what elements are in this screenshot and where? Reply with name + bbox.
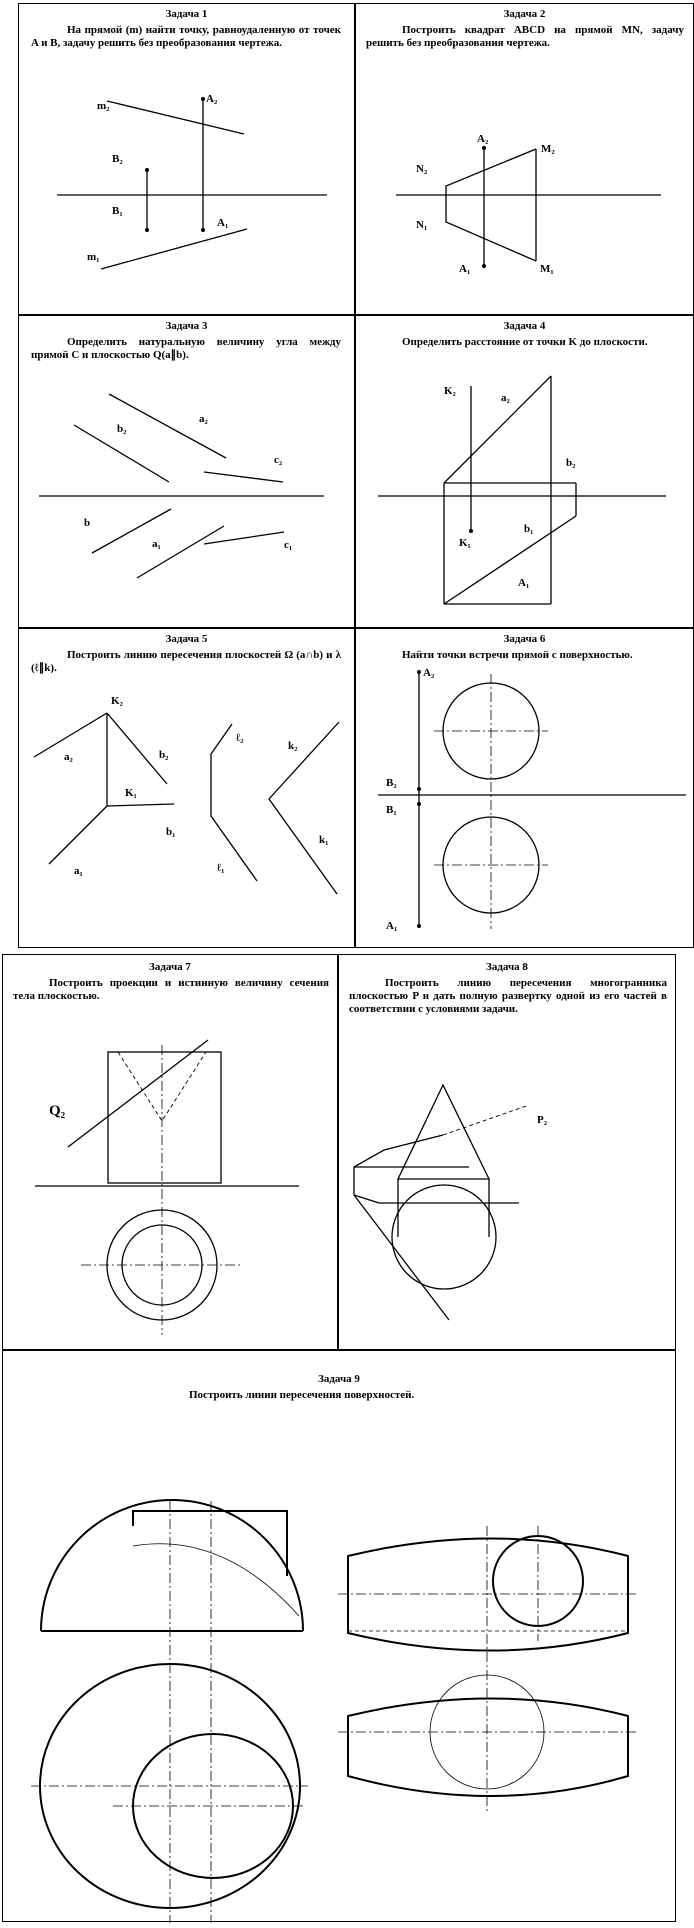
task-2-title: Задача 2 [503, 8, 546, 20]
task-4-label-b2: b₂ [566, 457, 576, 469]
task-3-label-b2: b₂ [117, 423, 127, 435]
task-2-text: Построить квадрат ABCD на прямой MN, задачу решить без преобразования чертежа. [366, 24, 684, 49]
task-3-title: Задача 3 [165, 320, 208, 332]
task-5-drawing [19, 629, 356, 949]
task-5-label-k2-line: k₂ [288, 740, 298, 752]
task-2-label-a2: A₂ [477, 133, 489, 145]
task-1-label-m2: m₂ [97, 100, 110, 112]
task-5-label-k1-line: k₁ [319, 834, 329, 846]
task-2-cell [355, 3, 694, 315]
task-2-label-n2: N₂ [416, 163, 428, 175]
task-8-drawing [339, 955, 677, 1351]
task-4-label-k2: K₂ [444, 385, 456, 397]
task-4-label-a2: a₂ [501, 392, 510, 404]
task-7-drawing [3, 955, 339, 1351]
task-5-label-b1: b₁ [166, 826, 176, 838]
task-1-cell [18, 3, 355, 315]
task-6-label-b1: B₁ [386, 804, 397, 816]
task-5-label-l2: ℓ₂ [236, 732, 244, 744]
task-5-text: Построить линию пересечения плоскостей Ω (a∩b) и λ (ℓ∥k). [31, 649, 341, 674]
task-2-label-m2: M₂ [541, 143, 555, 155]
task-4-label-k1: K₁ [459, 537, 471, 549]
task-9-text: Построить линии пересечения поверхностей. [189, 1389, 415, 1401]
task-5-label-k1: K₁ [125, 787, 137, 799]
task-2-label-n1: N₁ [416, 219, 428, 231]
task-5-label-k2: K₂ [111, 695, 123, 707]
task-9-cell [2, 1350, 676, 1922]
task-9-drawing [3, 1351, 677, 1923]
task-6-title: Задача 6 [503, 633, 546, 645]
task-5-label-a1: a₁ [74, 865, 83, 877]
task-4-drawing [356, 316, 694, 629]
task-4-cell [355, 315, 694, 628]
task-8-label-p2: P₂ [537, 1114, 548, 1126]
task-5-label-b2: b₂ [159, 749, 169, 761]
task-1-title: Задача 1 [165, 8, 208, 20]
task-7-cell [2, 954, 338, 1350]
task-2-label-a1: A₁ [459, 263, 471, 275]
task-4-label-b1: b₁ [524, 523, 534, 535]
task-8-text: Построить линию пересечения многогранника плоскостью P и дать полную развертку одной из его частей в соответствии с условиями задачи. [349, 977, 667, 1015]
task-3-cell [18, 315, 355, 628]
task-1-label-m1: m₁ [87, 251, 100, 263]
task-8-cell [338, 954, 676, 1350]
task-5-cell [18, 628, 355, 948]
task-2-drawing [356, 4, 694, 316]
task-3-label-b: b [84, 517, 91, 529]
task-3-label-c1: c₁ [284, 539, 293, 551]
task-1-label-b1: B₁ [112, 205, 123, 217]
task-1-label-b2: B₂ [112, 153, 123, 165]
task-6-label-a2: A₂ [423, 667, 435, 679]
task-4-text: Определить расстояние от точки K до плоскости. [402, 336, 648, 348]
task-1-label-a1: A₁ [217, 217, 229, 229]
task-6-label-b2: B₂ [386, 777, 397, 789]
task-7-label-q2: Q₂ [49, 1103, 66, 1119]
task-1-drawing [19, 4, 356, 316]
task-6-text: Найти точки встречи прямой с поверхностью. [402, 649, 633, 661]
task-6-drawing [356, 629, 694, 949]
task-3-text: Определить натуральную величину угла между прямой C и плоскостью Q(a∥b). [31, 336, 341, 361]
task-5-label-a2: a₂ [64, 751, 73, 763]
task-7-title: Задача 7 [149, 961, 191, 973]
task-3-label-c2: c₂ [274, 454, 283, 466]
task-8-title: Задача 8 [486, 961, 528, 973]
task-6-label-a1: A₁ [386, 920, 398, 932]
task-9-title: Задача 9 [318, 1373, 360, 1385]
task-2-label-m1: M₁ [540, 263, 554, 275]
task-6-cell [355, 628, 694, 948]
task-3-drawing [19, 316, 356, 629]
task-1-text: На прямой (m) найти точку, равноудаленную от точек A и B, задачу решить без преобразования чертежа. [31, 24, 341, 49]
task-5-title: Задача 5 [165, 633, 208, 645]
task-1-label-a2: A₂ [206, 93, 218, 105]
task-4-label-a1: A₁ [518, 577, 530, 589]
task-5-label-l1: ℓ₁ [217, 862, 225, 874]
task-7-text: Построить проекции и истинную величину сечения тела плоскостью. [13, 977, 329, 1002]
task-3-label-a2: a₂ [199, 413, 208, 425]
task-4-title: Задача 4 [503, 320, 546, 332]
task-3-label-a1: a₁ [152, 538, 161, 550]
